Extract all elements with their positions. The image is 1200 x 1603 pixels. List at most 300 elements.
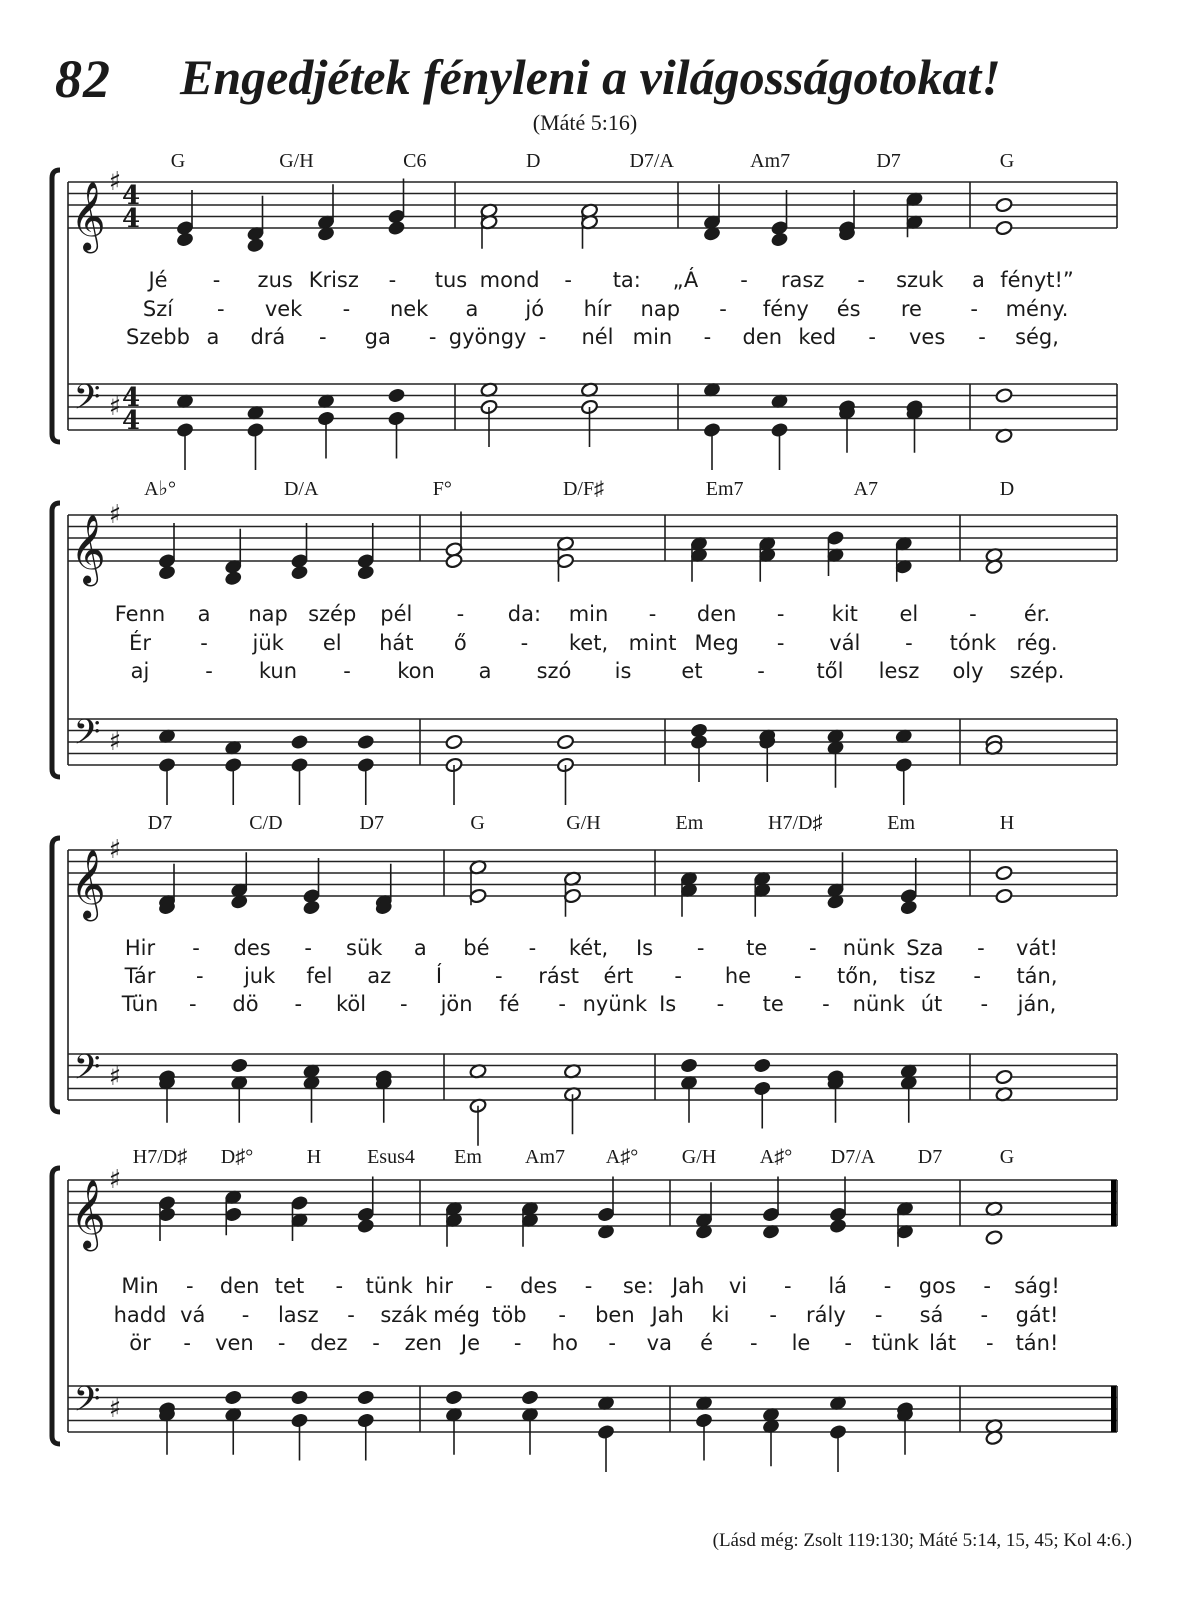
- bass-note-head: [290, 734, 308, 750]
- lyric-syllable: -: [749, 1331, 758, 1355]
- bass-clef-icon: 𝄢: [73, 711, 101, 761]
- lyric-syllable: fé: [499, 992, 520, 1016]
- treble-note-head: [770, 231, 788, 247]
- lyric-syllable: -: [495, 964, 503, 988]
- chord-symbol: Em: [675, 812, 704, 834]
- chord-symbol: H7/D♯: [132, 1146, 188, 1168]
- verse-line: [126, 325, 1059, 349]
- lyric-syllable: bé: [463, 936, 490, 960]
- lyric-syllable: tónk: [949, 631, 997, 655]
- lyric-syllable: Szebb: [126, 325, 190, 349]
- lyric-syllable: két,: [568, 936, 609, 960]
- lyric-syllable: Tün: [121, 992, 159, 1016]
- treble-note-head: [995, 197, 1013, 213]
- lyric-syllable: és: [836, 297, 861, 321]
- verse-line: [143, 297, 1068, 321]
- chord-symbol: A♯°: [759, 1146, 793, 1168]
- lyric-syllable: -: [986, 1331, 994, 1355]
- lyric-syllable: -: [674, 964, 682, 988]
- lyric-syllable: Min: [121, 1274, 159, 1298]
- final-barline: [1111, 1180, 1116, 1226]
- lyric-syllable: ján,: [1017, 992, 1057, 1016]
- lyric-syllable: -: [188, 992, 197, 1016]
- chord-symbol: G/H: [681, 1146, 717, 1168]
- verse-line: [131, 659, 1065, 683]
- lyric-syllable: tisz: [899, 964, 936, 988]
- lyric-syllable: vát!: [1016, 936, 1058, 960]
- lyric-syllable: az: [367, 964, 392, 988]
- lyric-syllable: -: [973, 964, 981, 988]
- lyric-syllable: ér.: [1023, 602, 1051, 626]
- lyric-syllable: hát: [379, 631, 414, 655]
- treble-clef-icon: 𝄞: [70, 849, 106, 919]
- time-signature-denominator: 4: [121, 406, 141, 436]
- lyric-syllable: ho: [551, 1331, 578, 1355]
- lyric-syllable: szuk: [896, 268, 944, 292]
- lyric-syllable: ság!: [1014, 1274, 1060, 1298]
- key-signature-sharp-icon: ♯: [108, 1165, 122, 1195]
- lyric-syllable: -: [538, 325, 547, 349]
- lyric-syllable: tet: [274, 1274, 305, 1298]
- lyric-syllable: -: [696, 936, 705, 960]
- chord-symbol: D/A: [283, 478, 319, 500]
- bass-note-head: [445, 1389, 463, 1405]
- treble-note-head: [995, 888, 1013, 904]
- key-signature-sharp-icon: ♯: [108, 500, 122, 530]
- lyric-syllable: -: [319, 325, 327, 349]
- lyric-syllable: des: [520, 1274, 558, 1298]
- lyric-syllable: gos: [918, 1274, 956, 1298]
- chord-symbol: D7: [359, 812, 384, 834]
- treble-note-head: [158, 564, 176, 580]
- lyric-syllable: -: [343, 659, 351, 683]
- bass-staff: [68, 1054, 1117, 1100]
- lyric-syllable: et: [681, 659, 703, 683]
- lyric-syllable: -: [757, 659, 765, 683]
- lyric-syllable: -: [456, 602, 465, 626]
- lyric-syllable: -: [216, 297, 225, 321]
- lyric-syllable: aj: [130, 659, 150, 683]
- verse-line: [114, 1303, 1059, 1327]
- lyric-syllable: -: [192, 936, 200, 960]
- lyric-syllable: mény.: [1005, 297, 1069, 321]
- treble-note-head: [302, 899, 320, 915]
- lyric-syllable: jük: [252, 631, 284, 655]
- lyric-syllable: -: [970, 297, 979, 321]
- lyric-syllable: út: [920, 992, 943, 1016]
- lyric-syllable: töb: [492, 1303, 527, 1327]
- lyric-syllable: „Á: [672, 268, 699, 292]
- lyric-syllable: sá: [919, 1303, 944, 1327]
- lyric-syllable: juk: [243, 964, 276, 988]
- key-signature-sharp-icon: ♯: [108, 392, 122, 422]
- chord-symbol: H7/D♯: [768, 812, 823, 834]
- lyric-syllable: zus: [257, 268, 293, 292]
- lyric-syllable: -: [776, 631, 785, 655]
- verse-line: [121, 1274, 1059, 1298]
- lyric-syllable: től: [816, 659, 844, 683]
- chord-symbol: C/D: [249, 812, 283, 834]
- lyric-syllable: -: [719, 297, 727, 321]
- chord-symbol: H: [306, 1146, 322, 1168]
- chord-symbol: F°: [432, 478, 452, 500]
- lyric-syllable: szép.: [1009, 659, 1065, 683]
- lyric-syllable: hir: [425, 1274, 453, 1298]
- lyric-syllable: -: [241, 1303, 250, 1327]
- lyric-syllable: el: [322, 631, 342, 655]
- lyric-syllable: a: [478, 659, 492, 683]
- lyric-syllable: -: [980, 1303, 989, 1327]
- lyric-syllable: lasz: [277, 1303, 319, 1327]
- treble-note-head: [995, 220, 1013, 236]
- lyric-syllable: -: [648, 602, 657, 626]
- lyric-syllable: a: [465, 297, 479, 321]
- lyric-syllable: -: [200, 631, 208, 655]
- treble-clef-icon: 𝄞: [70, 1179, 106, 1249]
- lyric-syllable: mint: [628, 631, 677, 655]
- lyric-syllable: a: [971, 268, 985, 292]
- chord-symbol: Em: [887, 812, 916, 834]
- see-also-footnote: (Lásd még: Zsolt 119:130; Máté 5:14, 15, 45; Kol 4:6.): [712, 1530, 1132, 1551]
- chord-symbol: D♯°: [220, 1146, 254, 1168]
- lyric-syllable: Jah: [651, 1303, 684, 1327]
- chord-symbol: D: [999, 478, 1015, 500]
- key-signature-sharp-icon: ♯: [108, 1062, 122, 1092]
- lyric-syllable: tőn,: [837, 964, 879, 988]
- lyric-syllable: he: [724, 964, 752, 988]
- verse-line: [121, 992, 1057, 1016]
- bass-note-head: [753, 1057, 771, 1073]
- key-signature-sharp-icon: ♯: [108, 167, 122, 197]
- lyric-syllable: -: [969, 602, 977, 626]
- lyric-syllable: nél: [581, 325, 614, 349]
- lyric-syllable: -: [558, 992, 566, 1016]
- lyric-syllable: min: [568, 602, 609, 626]
- lyric-syllable: sük: [346, 936, 383, 960]
- treble-note-head: [445, 553, 463, 569]
- bass-note-head: [290, 1389, 308, 1405]
- chord-symbol: D7/A: [830, 1146, 876, 1168]
- lyric-syllable: -: [740, 268, 748, 292]
- lyric-syllable: mond: [479, 268, 540, 292]
- lyric-syllable: Fenn: [114, 602, 166, 626]
- lyric-syllable: -: [794, 964, 802, 988]
- bass-note-head: [224, 1389, 242, 1405]
- lyric-syllable: tünk: [871, 1331, 919, 1355]
- treble-note-head: [900, 899, 918, 915]
- lyric-syllable: szép: [308, 602, 357, 626]
- lyric-syllable: Je: [460, 1331, 481, 1355]
- song-title: Engedjétek fényleni a világosságotokat!: [180, 49, 1001, 105]
- lyric-syllable: -: [808, 936, 817, 960]
- lyric-syllable: vál: [829, 631, 861, 655]
- lyric-syllable: va: [646, 1331, 672, 1355]
- lyric-syllable: -: [304, 936, 312, 960]
- chord-symbol: D: [526, 150, 541, 172]
- lyric-syllable: tán,: [1016, 964, 1058, 988]
- bass-note-head: [680, 1057, 698, 1073]
- final-barline: [1111, 1386, 1116, 1432]
- lyric-syllable: da:: [507, 602, 542, 626]
- lyric-syllable: dö: [232, 992, 259, 1016]
- treble-note-head: [357, 1218, 375, 1234]
- lyric-syllable: -: [977, 936, 985, 960]
- lyric-syllable: ő: [453, 631, 467, 655]
- lyric-syllable: nap: [640, 297, 681, 321]
- lyric-syllable: nünk: [842, 936, 895, 960]
- lyric-syllable: lát: [929, 1331, 957, 1355]
- lyric-syllable: kun: [258, 659, 298, 683]
- lyric-syllable: rást: [538, 964, 579, 988]
- lyric-syllable: dez: [310, 1331, 348, 1355]
- lyric-syllable: is: [614, 659, 632, 683]
- lyric-syllable: vek: [264, 297, 303, 321]
- lyric-syllable: lá: [828, 1274, 848, 1298]
- lyric-syllable: gyöngy: [448, 325, 527, 349]
- verse-line: [115, 602, 1050, 626]
- chord-symbol: C6: [403, 150, 427, 172]
- lyric-syllable: Szí: [142, 297, 174, 321]
- treble-note-head: [357, 564, 375, 580]
- chord-symbol: Em: [454, 1146, 482, 1168]
- lyric-syllable: ket,: [568, 631, 609, 655]
- lyric-syllable: kon: [397, 659, 435, 683]
- lyric-syllable: -: [608, 1331, 616, 1355]
- lyric-syllable: el: [899, 602, 919, 626]
- lyric-syllable: Is: [659, 992, 677, 1016]
- lyric-syllable: des: [233, 936, 271, 960]
- bass-note-head: [357, 1389, 375, 1405]
- lyric-syllable: -: [822, 992, 830, 1016]
- chord-symbol: D/F♯: [562, 478, 605, 500]
- lyric-syllable: rég.: [1016, 631, 1058, 655]
- bass-clef-icon: 𝄢: [73, 1378, 101, 1428]
- chord-symbol: A7: [853, 478, 879, 500]
- scripture-reference: (Máté 5:16): [532, 110, 638, 135]
- lyric-syllable: -: [874, 1303, 883, 1327]
- lyric-syllable: ked: [798, 325, 837, 349]
- lyric-syllable: -: [428, 325, 437, 349]
- chord-symbol: Am7: [750, 150, 791, 172]
- lyric-syllable: -: [183, 1331, 191, 1355]
- lyric-syllable: Is: [635, 936, 654, 960]
- lyric-syllable: -: [520, 631, 529, 655]
- lyric-syllable: drá: [250, 325, 286, 349]
- lyric-syllable: -: [868, 325, 876, 349]
- chord-symbol: D7: [876, 150, 901, 172]
- lyric-syllable: Ér: [129, 631, 151, 655]
- lyric-syllable: -: [978, 325, 986, 349]
- lyric-syllable: a: [206, 325, 220, 349]
- system-bracket: [52, 1168, 60, 1444]
- lyric-syllable: ki: [711, 1303, 730, 1327]
- chord-symbol: G/H: [279, 150, 314, 172]
- treble-note-head: [224, 570, 242, 586]
- system-bracket: [52, 838, 60, 1112]
- time-signature-numerator: 4: [121, 181, 141, 211]
- lyric-syllable: -: [212, 268, 221, 292]
- lyric-syllable: oly: [952, 659, 984, 683]
- chord-symbol: G: [999, 150, 1015, 172]
- chord-symbol: Esus4: [367, 1146, 415, 1168]
- chord-symbol: D7: [917, 1146, 943, 1168]
- lyric-syllable: nyünk: [582, 992, 648, 1016]
- lyric-syllable: nünk: [852, 992, 905, 1016]
- verse-line: [129, 1331, 1058, 1355]
- lyric-syllable: ben: [595, 1303, 635, 1327]
- lyric-syllable: -: [372, 1331, 380, 1355]
- treble-note-head: [829, 1218, 847, 1234]
- lyric-syllable: é: [700, 1331, 713, 1355]
- song-number: 82: [55, 49, 111, 109]
- lyric-syllable: rasz: [780, 268, 825, 292]
- bass-clef-icon: 𝄢: [73, 376, 101, 426]
- lyric-syllable: gát!: [1015, 1303, 1059, 1327]
- lyric-syllable: Í: [435, 964, 443, 988]
- lyric-syllable: -: [186, 1274, 194, 1298]
- verse-line: [129, 630, 1058, 655]
- key-signature-sharp-icon: ♯: [108, 1394, 122, 1424]
- lyric-syllable: -: [335, 1274, 344, 1298]
- lyric-syllable: hír: [583, 297, 612, 321]
- chord-symbol: G: [470, 812, 485, 834]
- system-bracket: [52, 170, 60, 442]
- chord-symbol: Em7: [705, 478, 744, 500]
- lyric-syllable: -: [844, 1331, 852, 1355]
- treble-note-head: [246, 237, 264, 253]
- lyric-syllable: fény: [762, 297, 809, 321]
- bass-note-head: [995, 1069, 1013, 1085]
- treble-note-head: [985, 1229, 1003, 1245]
- lyric-syllable: tán!: [1015, 1331, 1059, 1355]
- treble-staff: [68, 850, 1117, 896]
- lyric-syllable: -: [784, 1274, 792, 1298]
- chord-symbol: G/H: [566, 812, 601, 834]
- lyric-syllable: -: [196, 964, 204, 988]
- lyric-syllable: le: [791, 1331, 811, 1355]
- lyric-syllable: Jé: [148, 268, 168, 292]
- treble-clef-icon: 𝄞: [70, 514, 106, 584]
- lyric-syllable: Meg: [694, 631, 739, 655]
- lyric-syllable: -: [564, 268, 572, 292]
- chord-symbol: D7: [147, 812, 173, 834]
- lyric-syllable: rály: [806, 1303, 846, 1327]
- lyric-syllable: te: [746, 936, 768, 960]
- lyric-syllable: -: [584, 1274, 593, 1298]
- treble-note-head: [290, 564, 308, 580]
- lyric-syllable: fel: [306, 964, 333, 988]
- lyric-syllable: ség,: [1015, 325, 1059, 349]
- key-signature-sharp-icon: ♯: [108, 835, 122, 865]
- lyric-syllable: zen: [404, 1331, 442, 1355]
- lyric-syllable: re: [900, 297, 922, 321]
- lyric-syllable: ga: [364, 325, 391, 349]
- lyric-syllable: -: [277, 1331, 286, 1355]
- lyric-syllable: Krisz: [308, 268, 359, 292]
- treble-clef-icon: 𝄞: [70, 181, 106, 251]
- lyric-syllable: Hir: [124, 936, 156, 960]
- lyric-syllable: ért: [603, 964, 634, 988]
- lyric-syllable: min: [632, 325, 673, 349]
- lyric-syllable: te: [762, 992, 784, 1016]
- treble-note-head: [387, 220, 405, 236]
- lyric-syllable: pél: [380, 602, 413, 626]
- lyric-syllable: ta:: [612, 268, 641, 292]
- lyric-syllable: -: [400, 992, 408, 1016]
- lyric-syllable: -: [883, 1274, 892, 1298]
- lyric-syllable: -: [347, 1303, 355, 1327]
- lyric-syllable: -: [703, 325, 712, 349]
- lyric-syllable: -: [769, 1303, 777, 1327]
- treble-note-head: [176, 231, 194, 247]
- chord-symbol: A♭°: [144, 478, 176, 500]
- lyric-syllable: nap: [248, 602, 288, 626]
- lyric-syllable: szó: [536, 659, 572, 683]
- lyric-syllable: -: [980, 992, 989, 1016]
- bass-note-head: [556, 734, 574, 750]
- lyric-syllable: hadd: [113, 1303, 167, 1327]
- lyric-syllable: den: [742, 325, 783, 349]
- chord-symbol: D7/A: [629, 150, 674, 172]
- lyric-syllable: den: [696, 602, 737, 626]
- lyric-syllable: -: [528, 936, 537, 960]
- chord-symbol: H: [999, 812, 1015, 834]
- lyric-syllable: -: [342, 297, 351, 321]
- lyric-syllable: jön: [440, 992, 473, 1016]
- lyric-syllable: még: [433, 1303, 480, 1327]
- lyric-syllable: vá: [180, 1303, 206, 1327]
- lyric-syllable: -: [905, 631, 913, 655]
- treble-note-head: [995, 865, 1013, 881]
- lyric-syllable: ör: [129, 1331, 151, 1355]
- lyric-syllable: -: [776, 602, 785, 626]
- lyric-syllable: se:: [622, 1274, 654, 1298]
- bass-note-head: [445, 734, 463, 750]
- time-signature-numerator: 4: [121, 383, 141, 413]
- key-signature-sharp-icon: ♯: [108, 727, 122, 757]
- lyric-syllable: jó: [525, 297, 545, 321]
- lyric-syllable: szák: [380, 1303, 428, 1327]
- chord-symbol: G: [170, 150, 186, 172]
- lyric-syllable: Jah: [671, 1274, 705, 1298]
- lyric-syllable: a: [197, 602, 211, 626]
- lyric-syllable: -: [205, 659, 213, 683]
- chord-symbol: G: [999, 1146, 1015, 1168]
- lyric-syllable: köl: [336, 992, 367, 1016]
- lyric-syllable: den: [219, 1274, 260, 1298]
- bass-note-head: [521, 1389, 539, 1405]
- lyric-syllable: Tár: [124, 964, 156, 988]
- chord-symbol: Am7: [525, 1146, 565, 1168]
- system-bracket: [52, 503, 60, 777]
- bass-note-head: [357, 734, 375, 750]
- bass-note-head: [230, 1057, 248, 1073]
- lyric-syllable: nek: [389, 297, 429, 321]
- bass-clef-icon: 𝄢: [73, 1046, 101, 1096]
- bass-note-head: [387, 387, 405, 403]
- lyric-syllable: lesz: [878, 659, 920, 683]
- lyric-syllable: Sza: [906, 936, 944, 960]
- lyric-syllable: -: [485, 1274, 493, 1298]
- lyric-syllable: -: [716, 992, 725, 1016]
- lyric-syllable: vi: [728, 1274, 748, 1298]
- verse-line: [146, 267, 1073, 292]
- lyric-syllable: -: [983, 1274, 991, 1298]
- lyric-syllable: -: [294, 992, 303, 1016]
- lyric-syllable: tus: [434, 268, 468, 292]
- verse-line: [124, 963, 1058, 988]
- lyric-syllable: -: [513, 1331, 522, 1355]
